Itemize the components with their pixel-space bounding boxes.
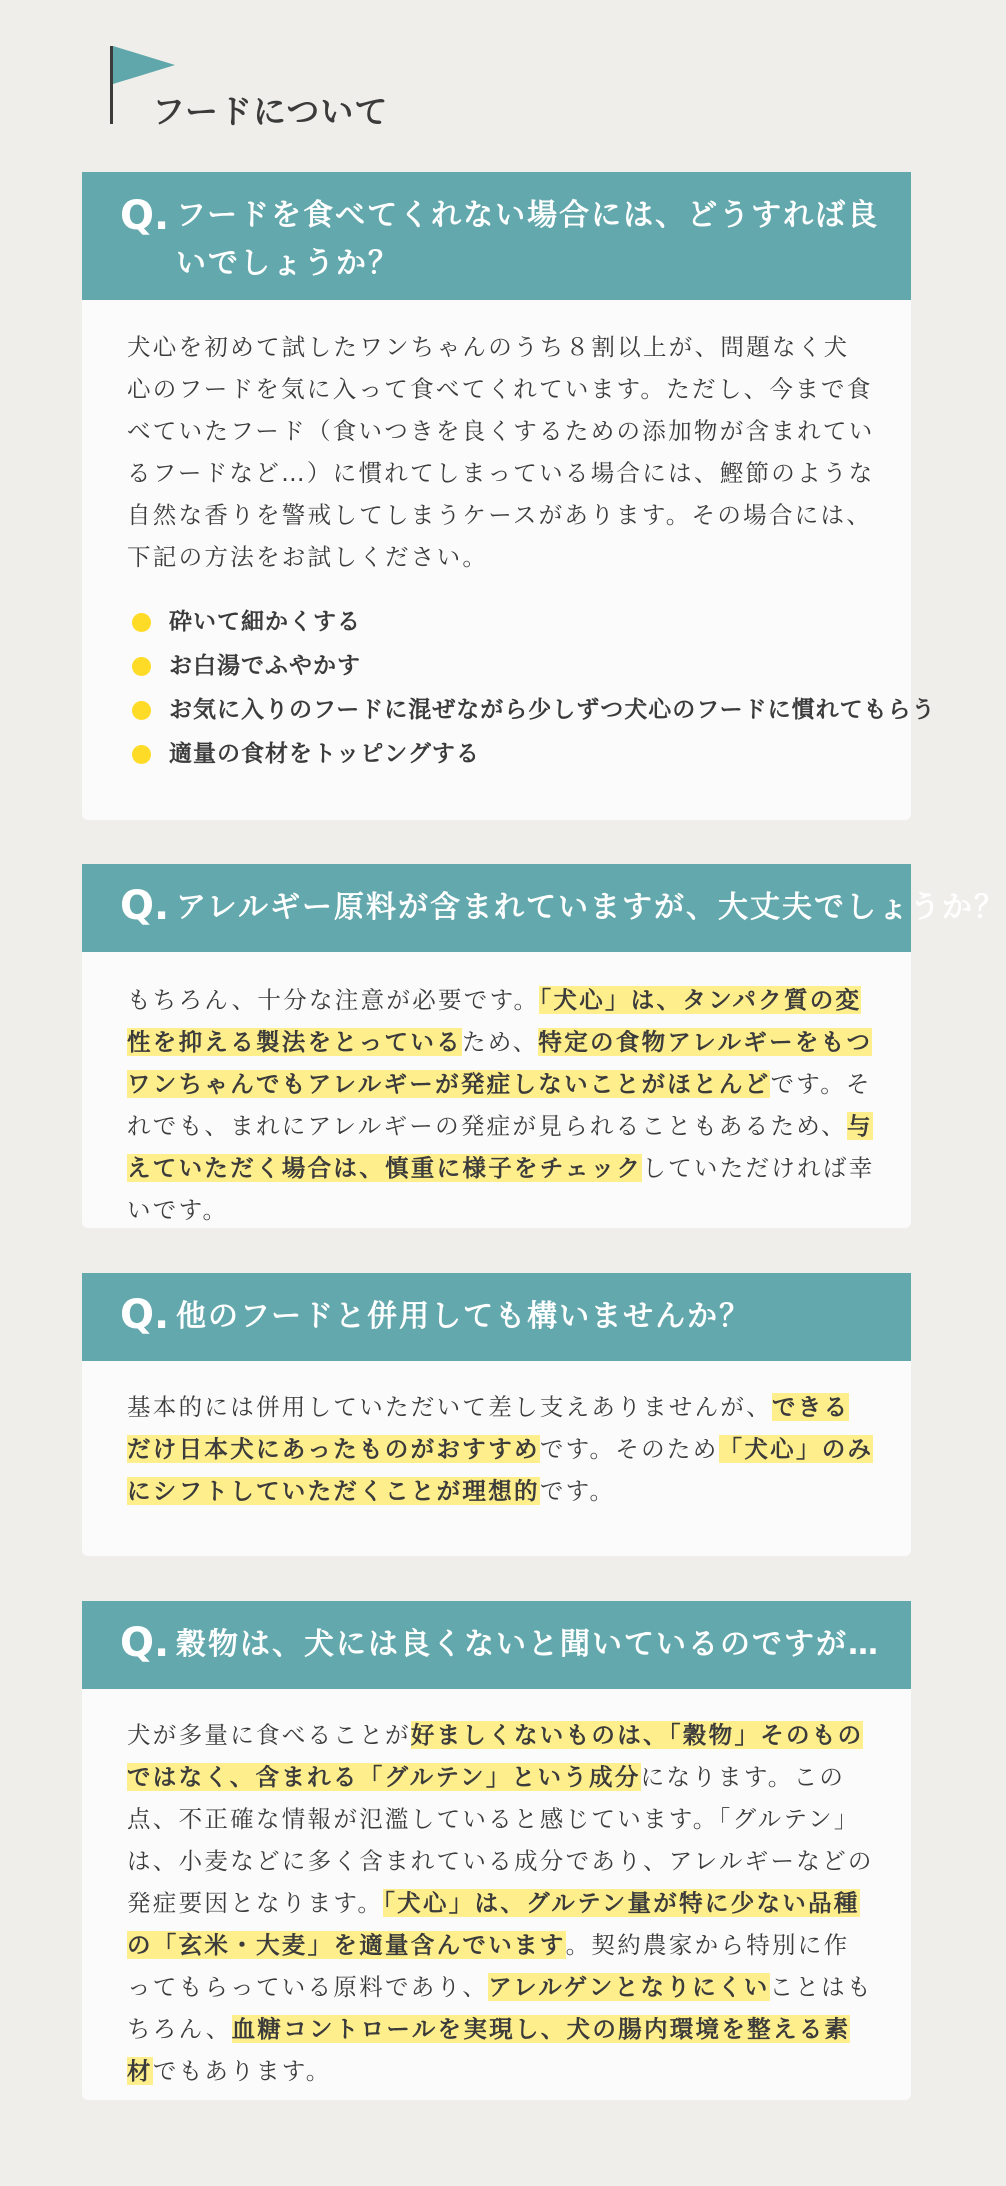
answer-highlight: 「犬心」は、タンパク質の変性を抑える製法をとっている [127, 986, 862, 1056]
q-mark: Q. [120, 193, 170, 239]
bullet-dot-icon [132, 613, 151, 632]
faq-question-header [82, 172, 911, 300]
faq-answer [127, 326, 936, 776]
answer-segment: でもあります。 [152, 2057, 332, 2085]
answer-segment: 基本的には併用していただいて差し支えありませんが、 [127, 1393, 772, 1421]
list-item-text: お気に入りのフードに混ぜながら少しずつ犬心のフードに慣れてもらう [169, 697, 936, 723]
answer-highlight: 「犬心」は、グルテン量が特に少ない品種の「玄米・大麦」を適量含んでいます [127, 1889, 860, 1959]
bullet-dot-icon [132, 701, 151, 720]
answer-text [127, 1386, 875, 1512]
answer-segment: です。 [539, 1477, 616, 1505]
faq-card-food-refusal [82, 172, 936, 820]
q-mark: Q. [120, 1620, 170, 1666]
list-item-text: 砕いて細かくする [169, 609, 361, 635]
answer-segment: ことはもちろん、 [127, 1973, 873, 2043]
faq-question: フードを食べてくれない場合には、どうすれば良いでしょうか？ [176, 198, 880, 281]
list-item-text: お白湯でふやかす [169, 653, 361, 679]
tips-list [127, 600, 936, 776]
bullet-dot-icon [132, 745, 151, 764]
list-item [127, 644, 875, 688]
faq-question: 穀物は、犬には良くないと聞いているのですが… [176, 1627, 880, 1662]
answer-highlight: できるだけ日本犬にあったものがおすすめ [127, 1393, 850, 1463]
q-mark: Q. [120, 883, 170, 929]
answer-text [127, 326, 875, 578]
faq-card-allergy [82, 864, 1006, 1228]
answer-segment: していただければ幸いです。 [127, 1154, 875, 1224]
bullet-dot-icon [132, 657, 151, 676]
list-item [127, 688, 936, 732]
answer-segment: 犬が多量に食べることが [127, 1721, 411, 1749]
answer-segment: です。そのため [539, 1435, 719, 1463]
answer-segment: 犬心を初めて試したワンちゃんのうち８割以上が、問題なく犬心のフードを気に入って食べてくれています。ただし、今まで食べていたフード（食いつきを良くするための添加物が含まれているフードなど…）に慣れてしまっている場合には、鰹節のような自然な香りを警戒してしまうケースがあります。その場合には、下記の方法をお試しください。 [127, 333, 875, 571]
faq-question-header [82, 1601, 911, 1689]
flag-icon [113, 46, 175, 84]
faq-answer [127, 1386, 875, 1512]
q-mark: Q. [120, 1292, 170, 1338]
answer-segment: です。それでも、まれにアレルギーの発症が見られることもあるため、 [127, 1070, 872, 1140]
faq-question: アレルギー原料が含まれていますが、大丈夫でしょうか？ [176, 890, 1006, 925]
answer-highlight: 特定の食物アレルギーをもつワンちゃんでもアレルギーが発症しないことがほとんど [127, 1028, 873, 1098]
answer-highlight: 血糖コントロールを実現し、犬の腸内環境を整える素材 [127, 2015, 851, 2085]
answer-highlight: 好ましくないものは、「穀物」そのものではなく、含まれる「グルテン」という成分 [127, 1721, 864, 1791]
answer-segment: になります。この点、不正確な情報が氾濫していると感じています。「グルテン」は、小麦などに多く含まれている成分であり、アレルギーなどの発症要因となります。 [127, 1763, 874, 1917]
answer-highlight: 「犬心」のみにシフトしていただくことが理想的 [127, 1435, 874, 1505]
faq-answer [127, 979, 875, 1231]
answer-segment: もちろん、十分な注意が必要です。 [127, 986, 540, 1014]
list-item [127, 600, 875, 644]
faq-card-grains [82, 1601, 911, 2100]
answer-text [127, 979, 875, 1231]
answer-segment: 。契約農家から特別に作ってもらっている原料であり、 [127, 1931, 850, 2001]
faq-question: 他のフードと併用しても構いませんか？ [176, 1299, 752, 1334]
answer-highlight: アレルゲンとなりにくい [488, 1973, 770, 2001]
answer-highlight: 与えていただく場合は、慎重に様子をチェック [127, 1112, 873, 1182]
faq-question-header [82, 864, 1006, 952]
faq-question-header [82, 1273, 911, 1361]
faq-card-combined-use [82, 1273, 911, 1556]
faq-answer [127, 1714, 875, 2092]
answer-text [127, 1714, 875, 2092]
list-item [127, 732, 875, 776]
list-item-text: 適量の食材をトッピングする [169, 741, 480, 767]
answer-segment: ため、 [461, 1028, 539, 1056]
section-title: フードについて [152, 92, 389, 131]
